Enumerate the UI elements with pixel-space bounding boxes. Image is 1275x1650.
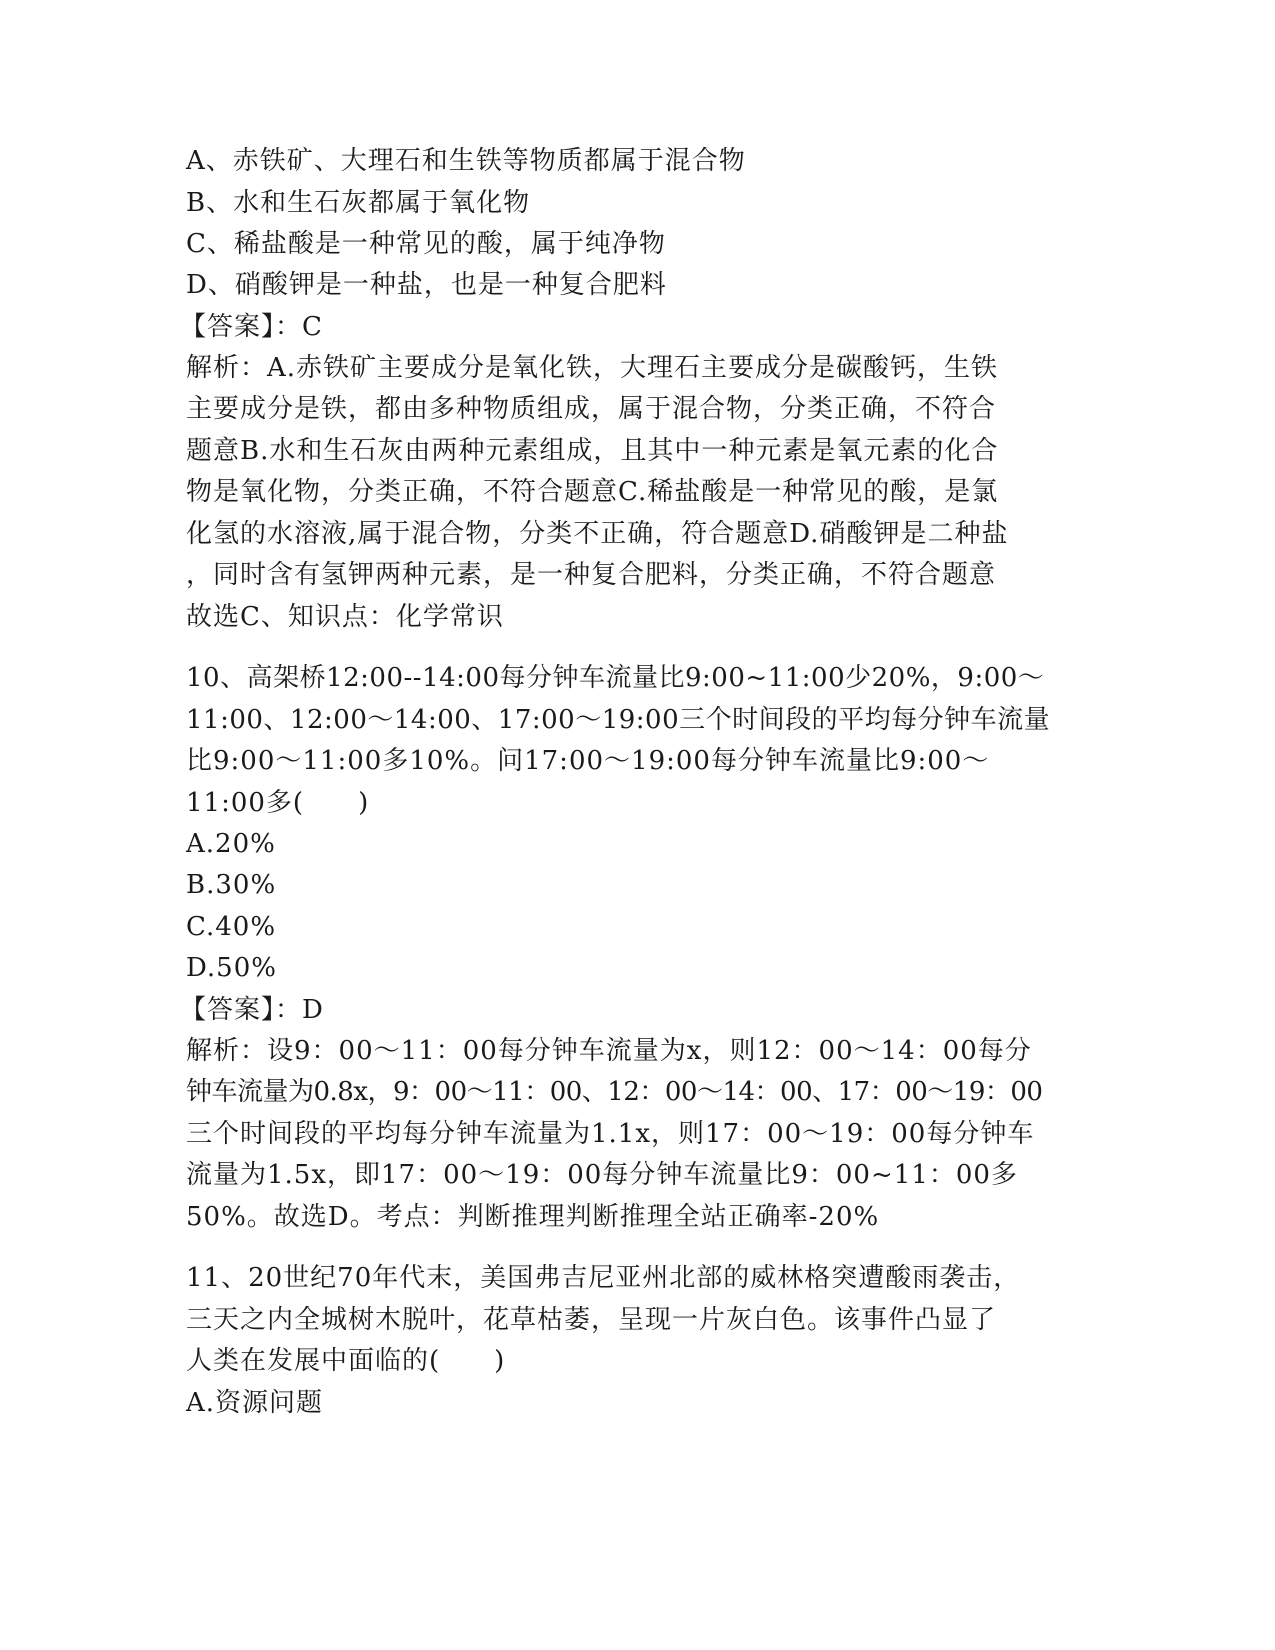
q10-option-b: B.30% — [186, 870, 277, 900]
q9-analysis-line: 主要成分是铁，都由多种物质组成，属于混合物，分类正确，不符合 — [186, 394, 997, 424]
q10-stem-line: 10、高架桥12:00--14:00每分钟车流量比9:00~11:00少20%，9:00～ — [186, 663, 1045, 693]
q11-stem-line: 三天之内全城树木脱叶，花草枯萎，呈现一片灰白色。该事件凸显了 — [186, 1305, 997, 1335]
q10-stem-line: 比9:00～11:00多10%。问17:00～19:00每分钟车流量比9:00～ — [186, 746, 990, 776]
q9-option-b: B、水和生石灰都属于氧化物 — [186, 188, 531, 218]
q10-stem-line: 11:00、12:00～14:00、17:00～19:00三个时间段的平均每分钟车流量 — [186, 705, 1051, 735]
q10-stem-line: 11:00多( ) — [186, 788, 370, 818]
q10-analysis-line: 解析：设9：00～11：00每分钟车流量为x，则12：00～14：00每分 — [186, 1036, 1032, 1066]
q9-answer: 【答案】：C — [180, 312, 323, 342]
q10-answer: 【答案】：D — [180, 995, 324, 1025]
q10-option-c: C.40% — [186, 912, 277, 942]
q9-analysis-line: 解析：A.赤铁矿主要成分是氧化铁，大理石主要成分是碳酸钙，生铁 — [186, 353, 999, 383]
q11-stem-line: 人类在发展中面临的( ) — [186, 1346, 506, 1376]
q9-analysis-line: 题意B.水和生石灰由两种元素组成，且其中一种元素是氧元素的化合 — [186, 436, 999, 466]
q9-analysis-line: ，同时含有氢钾两种元素，是一种复合肥料，分类正确，不符合题意 — [186, 560, 997, 590]
q10-analysis-line: 钟车流量为0.8x，9：00～11：00、12：00～14：00、17：00～19：00 — [186, 1077, 1043, 1107]
q9-option-a: A、赤铁矿、大理石和生铁等物质都属于混合物 — [186, 146, 746, 176]
q10-analysis-line: 50%。故选D。考点：判断推理判断推理全站正确率-20% — [186, 1202, 880, 1232]
q9-analysis-line: 物是氧化物，分类正确，不符合题意C.稀盐酸是一种常见的酸，是氯 — [186, 477, 999, 507]
q11-option-a: A.资源问题 — [186, 1388, 324, 1418]
q9-analysis-line: 化氢的水溶液,属于混合物，分类不正确，符合题意D.硝酸钾是二种盐 — [186, 519, 1009, 549]
q9-analysis-line: 故选C、知识点：化学常识 — [186, 602, 504, 632]
q10-option-d: D.50% — [186, 953, 277, 983]
q10-option-a: A.20% — [186, 829, 276, 859]
q9-option-c: C、稀盐酸是一种常见的酸，属于纯净物 — [186, 229, 666, 259]
q10-analysis-line: 流量为1.5x，即17：00～19：00每分钟车流量比9：00~11：00多 — [186, 1160, 1018, 1190]
q9-option-d: D、硝酸钾是一种盐，也是一种复合肥料 — [186, 270, 667, 300]
q11-stem-line: 11、20世纪70年代末，美国弗吉尼亚州北部的威林格突遭酸雨袭击， — [186, 1263, 1021, 1293]
q10-analysis-line: 三个时间段的平均每分钟车流量为1.1x，则17：00～19：00每分钟车 — [186, 1119, 1035, 1149]
